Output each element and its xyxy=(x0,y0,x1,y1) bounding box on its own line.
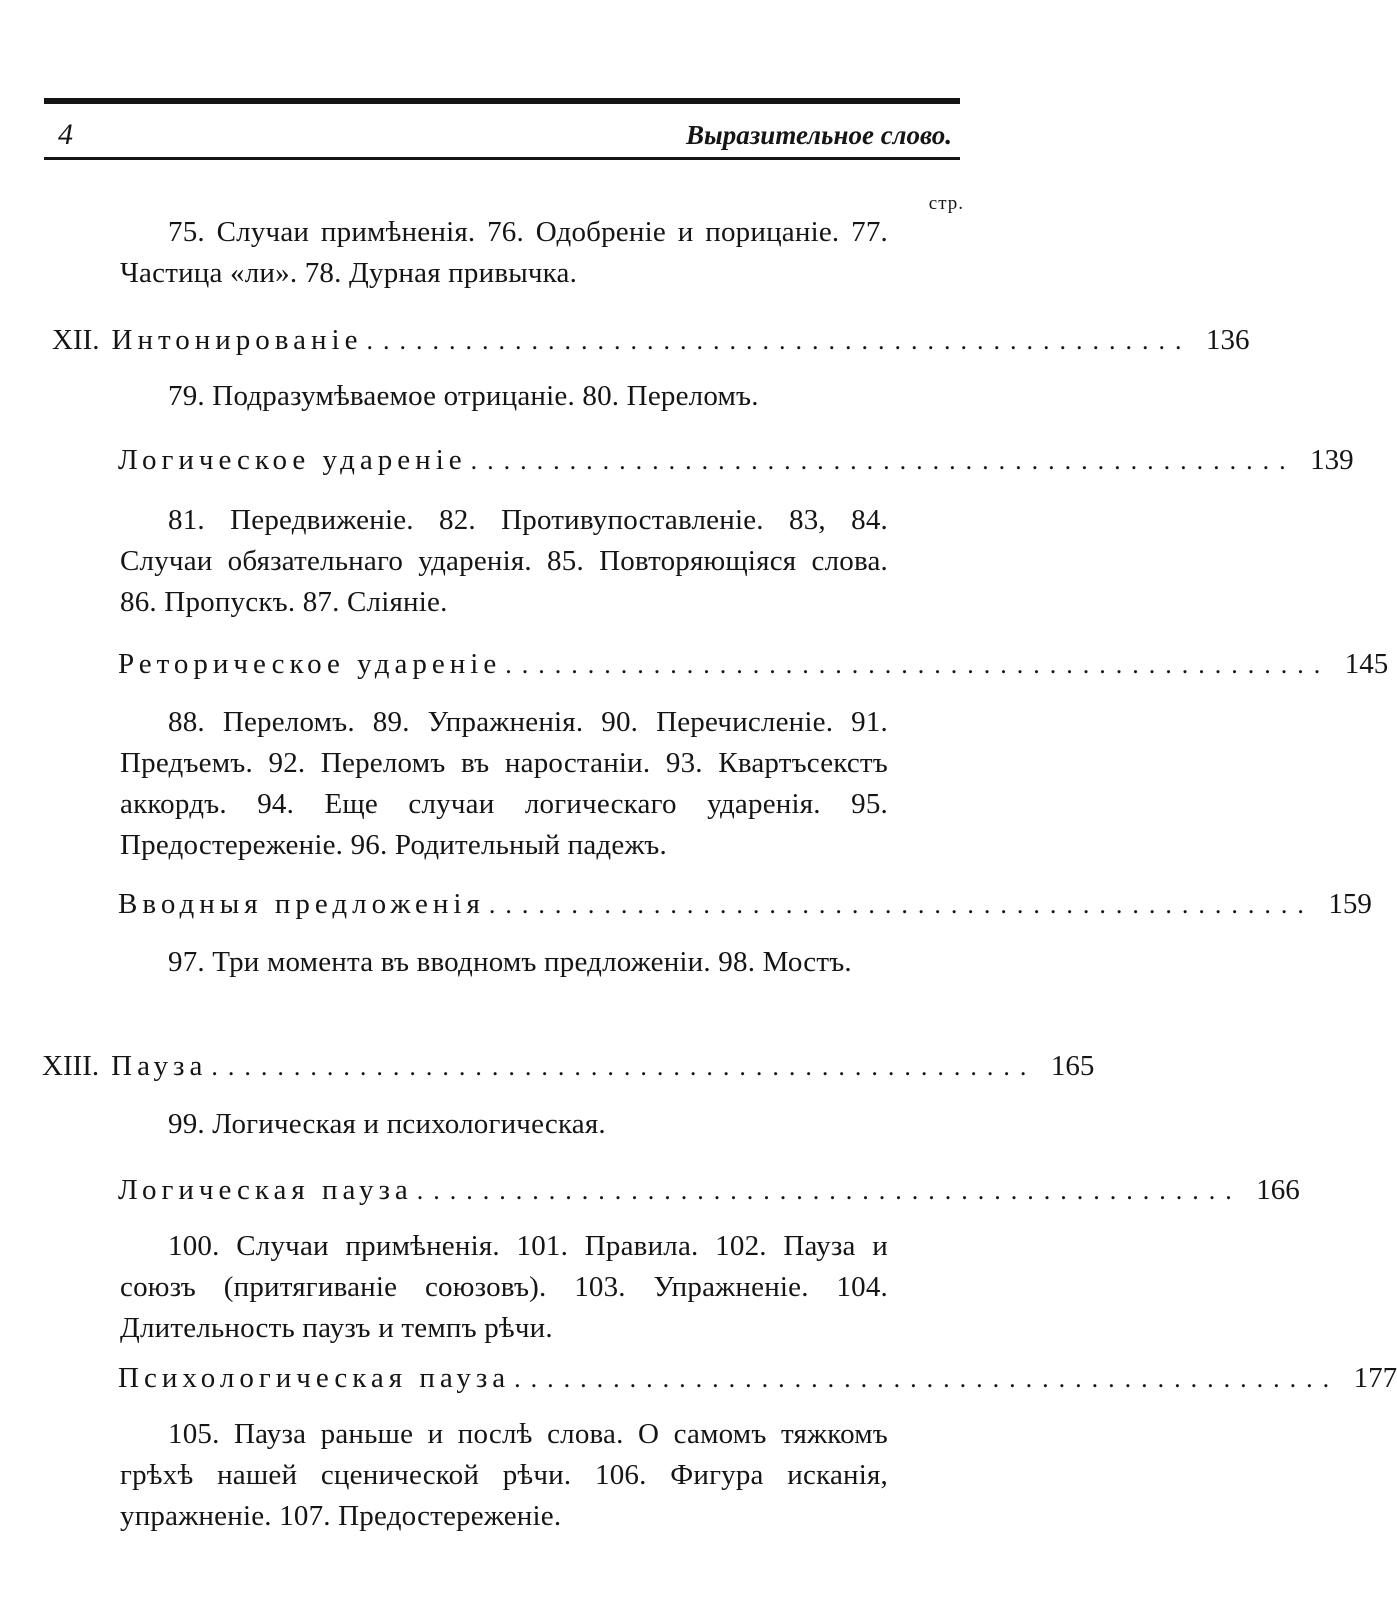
toc-subsection-text: 100. Случаи примѣненія. 101. Правила. 102. Пауза и союзъ (притягиваніе союзовъ). 103. Упражненіе. 104. Длительность паузъ и темпъ рѣчи. xyxy=(120,1230,888,1344)
leader-dots: .................................................. xyxy=(514,1364,1340,1393)
toc-page-number: 139 xyxy=(1310,444,1354,476)
leader-dots: .................................................. xyxy=(366,326,1192,355)
header-rule-thin xyxy=(44,157,960,160)
toc-entry-title: Реторическое удареніе xyxy=(118,648,502,680)
toc-entry-title: Интонированіе xyxy=(111,324,363,356)
toc-entry-section xyxy=(118,1168,1300,1212)
toc-subsection-text: 99. Логическая и психологическая. xyxy=(168,1108,606,1140)
toc-entry-title: Вводныя предложенія xyxy=(118,888,485,920)
toc-entry-section xyxy=(118,882,1372,926)
toc-entry-section xyxy=(118,1356,1397,1400)
toc-subsection-list xyxy=(120,212,888,294)
leader-dots: .................................................. xyxy=(416,1176,1242,1205)
toc-subsection-list xyxy=(120,942,888,983)
page-number: 4 xyxy=(58,118,73,151)
header-rule-thick xyxy=(44,98,960,104)
toc-entry-title: Пауза xyxy=(111,1050,208,1082)
toc-subsection-list xyxy=(120,1226,888,1349)
toc-subsection-text: 88. Переломъ. 89. Упражненія. 90. Перечисленіе. 91. Предъемъ. 92. Переломъ въ наростаніи. 93. Квартъсекстъ аккордъ. 94. Еще случаи логическаго ударенія. 95. Предостереженіе. 96. Родительный падежъ. xyxy=(120,706,888,861)
running-title: Выразительное слово. xyxy=(686,120,952,150)
toc-subsection-text: 81. Передвиженіе. 82. Противупоставленіе. 83, 84. Случаи обязательнаго ударенія. 85. Повторяющіяся слова. 86. Пропускъ. 87. Сліяніе. xyxy=(120,504,888,618)
toc-page-number: 177 xyxy=(1353,1362,1397,1394)
toc-entry-title: Логическая пауза xyxy=(118,1174,413,1206)
toc-entry-chapter xyxy=(52,318,1250,362)
toc-subsection-list xyxy=(120,702,888,866)
toc-entry-section xyxy=(118,438,1354,482)
toc-subsection-list xyxy=(120,376,888,417)
toc-chapter-number: XIII. xyxy=(42,1050,100,1082)
toc-page-number: 166 xyxy=(1256,1174,1300,1206)
toc-entry-chapter xyxy=(42,1044,1095,1088)
toc-subsection-text: 97. Три момента въ вводномъ предложеніи. 98. Мостъ. xyxy=(168,946,852,978)
toc-chapter-number: XII. xyxy=(52,324,100,356)
toc-subsection-list xyxy=(120,1414,888,1537)
toc-subsection-text: 75. Случаи примѣненія. 76. Одобреніе и порицаніе. 77. Частица «ли». 78. Дурная привычка. xyxy=(120,216,888,289)
leader-dots: .................................................. xyxy=(505,650,1331,679)
leader-dots: .................................................. xyxy=(211,1052,1037,1081)
leader-dots: .................................................. xyxy=(470,446,1296,475)
toc-entry-section xyxy=(118,642,1389,686)
toc-entry-title: Логическое удареніе xyxy=(118,444,467,476)
toc-page-number: 136 xyxy=(1205,324,1250,356)
toc-entry-title: Психологическая пауза xyxy=(118,1362,511,1394)
page-column-label: стр. xyxy=(928,193,964,214)
toc-subsection-list xyxy=(120,500,888,623)
toc-page-number: 165 xyxy=(1050,1050,1095,1082)
toc-page-number: 159 xyxy=(1328,888,1372,920)
toc-subsection-text: 105. Пауза раньше и послѣ слова. О самомъ тяжкомъ грѣхѣ нашей сценической рѣчи. 106. Фигура исканія, упражненіе. 107. Предостереженіе. xyxy=(120,1418,888,1532)
toc-page-number: 145 xyxy=(1344,648,1389,680)
toc-subsection-text: 79. Подразумѣваемое отрицаніе. 80. Переломъ. xyxy=(168,380,759,412)
leader-dots: .................................................. xyxy=(488,890,1314,919)
toc-subsection-list xyxy=(120,1104,888,1145)
